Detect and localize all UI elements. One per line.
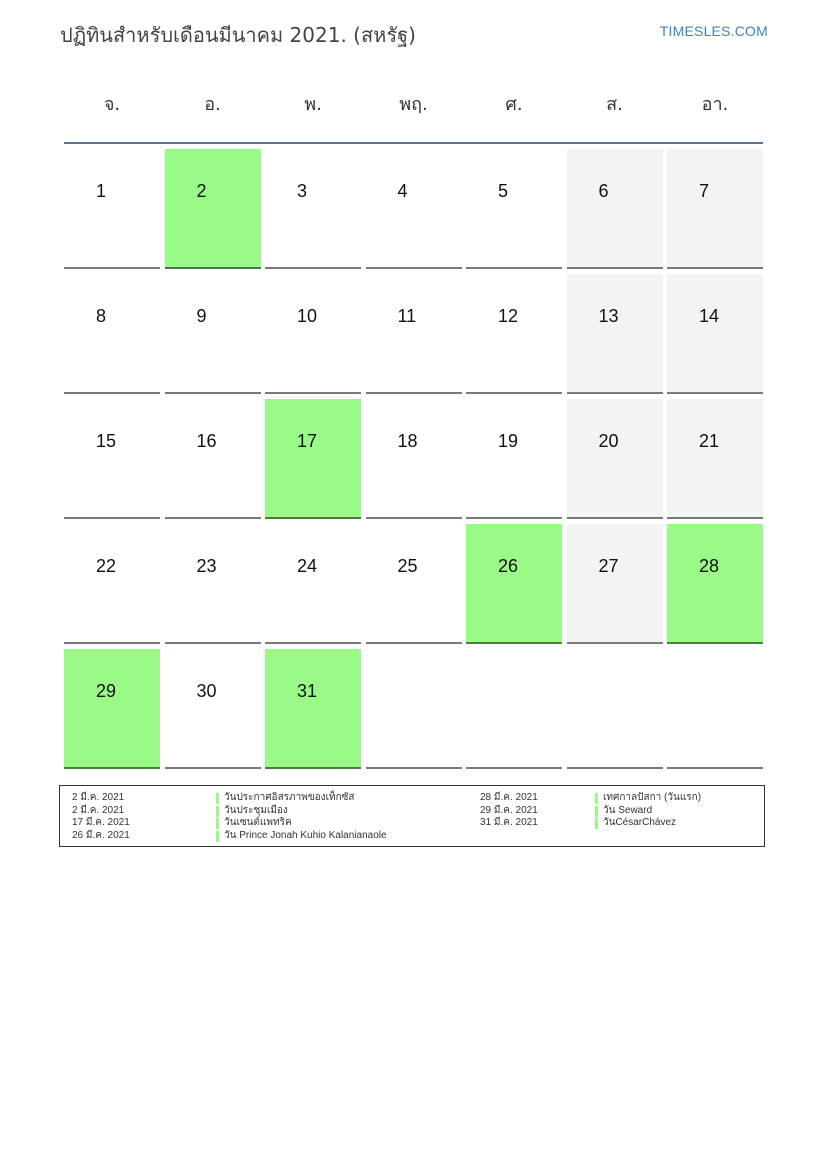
day-number: 17	[297, 431, 318, 451]
day-number: 7	[699, 181, 710, 201]
day-number: 15	[96, 431, 117, 451]
legend-date: 17 มี.ค. 2021	[72, 817, 130, 828]
day-cell[interactable]	[64, 524, 160, 644]
legend-holiday-name: วันประชุมเมือง	[224, 804, 288, 816]
empty-day-cell	[567, 649, 663, 769]
day-cell[interactable]	[165, 524, 261, 644]
day-cell[interactable]	[64, 274, 160, 394]
weekday-sat: ส.	[606, 94, 623, 115]
legend-holiday-name: วัน Seward	[603, 804, 653, 816]
day-number: 6	[598, 181, 609, 201]
holiday-color-marker	[595, 806, 598, 817]
day-cell[interactable]	[466, 149, 562, 269]
day-cell[interactable]	[265, 274, 361, 394]
day-cell[interactable]	[466, 274, 562, 394]
calendar-grid	[64, 149, 763, 769]
day-number: 23	[196, 556, 217, 576]
holiday-color-marker	[216, 818, 219, 829]
weekday-mon: จ.	[103, 94, 121, 115]
day-number: 29	[96, 681, 117, 701]
day-cell[interactable]	[165, 649, 261, 769]
weekday-fri: ศ.	[505, 94, 523, 115]
legend-date: 28 มี.ค. 2021	[480, 792, 538, 803]
weekday-header	[64, 90, 763, 120]
day-number: 12	[498, 306, 519, 326]
weekday-thu: พฤ.	[399, 94, 428, 115]
legend-date: 2 มี.ค. 2021	[72, 792, 125, 803]
day-number: 8	[96, 306, 107, 326]
header-divider	[64, 142, 763, 144]
holiday-legend	[59, 785, 765, 847]
day-number: 10	[297, 306, 318, 326]
day-cell[interactable]	[567, 149, 663, 269]
day-number: 27	[598, 556, 619, 576]
day-number: 3	[297, 181, 308, 201]
day-number: 26	[498, 556, 519, 576]
day-number: 1	[96, 181, 107, 201]
page-title: ปฏิทินสำหรับเดือนมีนาคม 2021. (สหรัฐ)	[60, 23, 416, 47]
day-number: 28	[699, 556, 720, 576]
day-number: 11	[397, 306, 417, 326]
legend-date: 2 มี.ค. 2021	[72, 804, 125, 816]
day-cell[interactable]	[64, 399, 160, 519]
day-cell[interactable]	[366, 524, 462, 644]
holiday-day-cell[interactable]	[667, 524, 763, 644]
day-cell[interactable]	[265, 524, 361, 644]
day-number: 2	[196, 181, 207, 201]
holiday-day-cell[interactable]	[265, 649, 361, 769]
day-cell[interactable]	[567, 274, 663, 394]
day-number: 21	[699, 431, 720, 451]
day-cell[interactable]	[466, 399, 562, 519]
legend-holiday-name: วันประกาศอิสรภาพของเท็กซัส	[224, 792, 355, 803]
site-link[interactable]: TIMESLES.COM	[659, 23, 768, 39]
legend-holiday-name: วันเซนต์แพทริค	[224, 817, 292, 828]
holiday-color-marker	[216, 831, 219, 842]
day-number: 14	[699, 306, 720, 326]
legend-holiday-name: เทศกาลปัสกา (วันแรก)	[603, 792, 702, 803]
holiday-color-marker	[595, 818, 598, 829]
day-number: 13	[598, 306, 619, 326]
day-number: 25	[397, 556, 418, 576]
empty-day-cell	[366, 649, 462, 769]
legend-date: 26 มี.ค. 2021	[72, 829, 130, 841]
day-cell[interactable]	[366, 274, 462, 394]
day-number: 5	[498, 181, 509, 201]
day-cell[interactable]	[667, 399, 763, 519]
holiday-day-cell[interactable]	[64, 649, 160, 769]
holiday-day-cell[interactable]	[466, 524, 562, 644]
day-cell[interactable]	[567, 524, 663, 644]
day-number: 18	[397, 431, 418, 451]
day-cell[interactable]	[64, 149, 160, 269]
day-number: 4	[397, 181, 408, 201]
day-number: 16	[196, 431, 217, 451]
legend-date: 29 มี.ค. 2021	[480, 804, 538, 816]
day-number: 19	[498, 431, 519, 451]
day-cell[interactable]	[165, 399, 261, 519]
day-number: 22	[96, 556, 117, 576]
day-cell[interactable]	[165, 274, 261, 394]
empty-day-cell	[667, 649, 763, 769]
holiday-color-marker	[595, 793, 598, 804]
day-number: 31	[297, 681, 318, 701]
day-cell[interactable]	[366, 149, 462, 269]
day-cell[interactable]	[667, 274, 763, 394]
holiday-day-cell[interactable]	[265, 399, 361, 519]
weekday-sun: อา.	[701, 94, 729, 115]
day-number: 20	[598, 431, 619, 451]
day-cell[interactable]	[567, 399, 663, 519]
weekday-tue: อ.	[204, 94, 221, 115]
day-number: 24	[297, 556, 318, 576]
holiday-color-marker	[216, 793, 219, 804]
day-number: 30	[196, 681, 217, 701]
legend-date: 31 มี.ค. 2021	[480, 817, 538, 828]
day-cell[interactable]	[366, 399, 462, 519]
day-number: 9	[196, 306, 207, 326]
legend-holiday-name: วันCésarChávez	[603, 817, 677, 828]
empty-day-cell	[466, 649, 562, 769]
legend-holiday-name: วัน Prince Jonah Kuhio Kalanianaole	[224, 829, 387, 841]
day-cell[interactable]	[667, 149, 763, 269]
weekday-wed: พ.	[304, 94, 322, 115]
holiday-color-marker	[216, 806, 219, 817]
holiday-day-cell[interactable]	[165, 149, 261, 269]
day-cell[interactable]	[265, 149, 361, 269]
